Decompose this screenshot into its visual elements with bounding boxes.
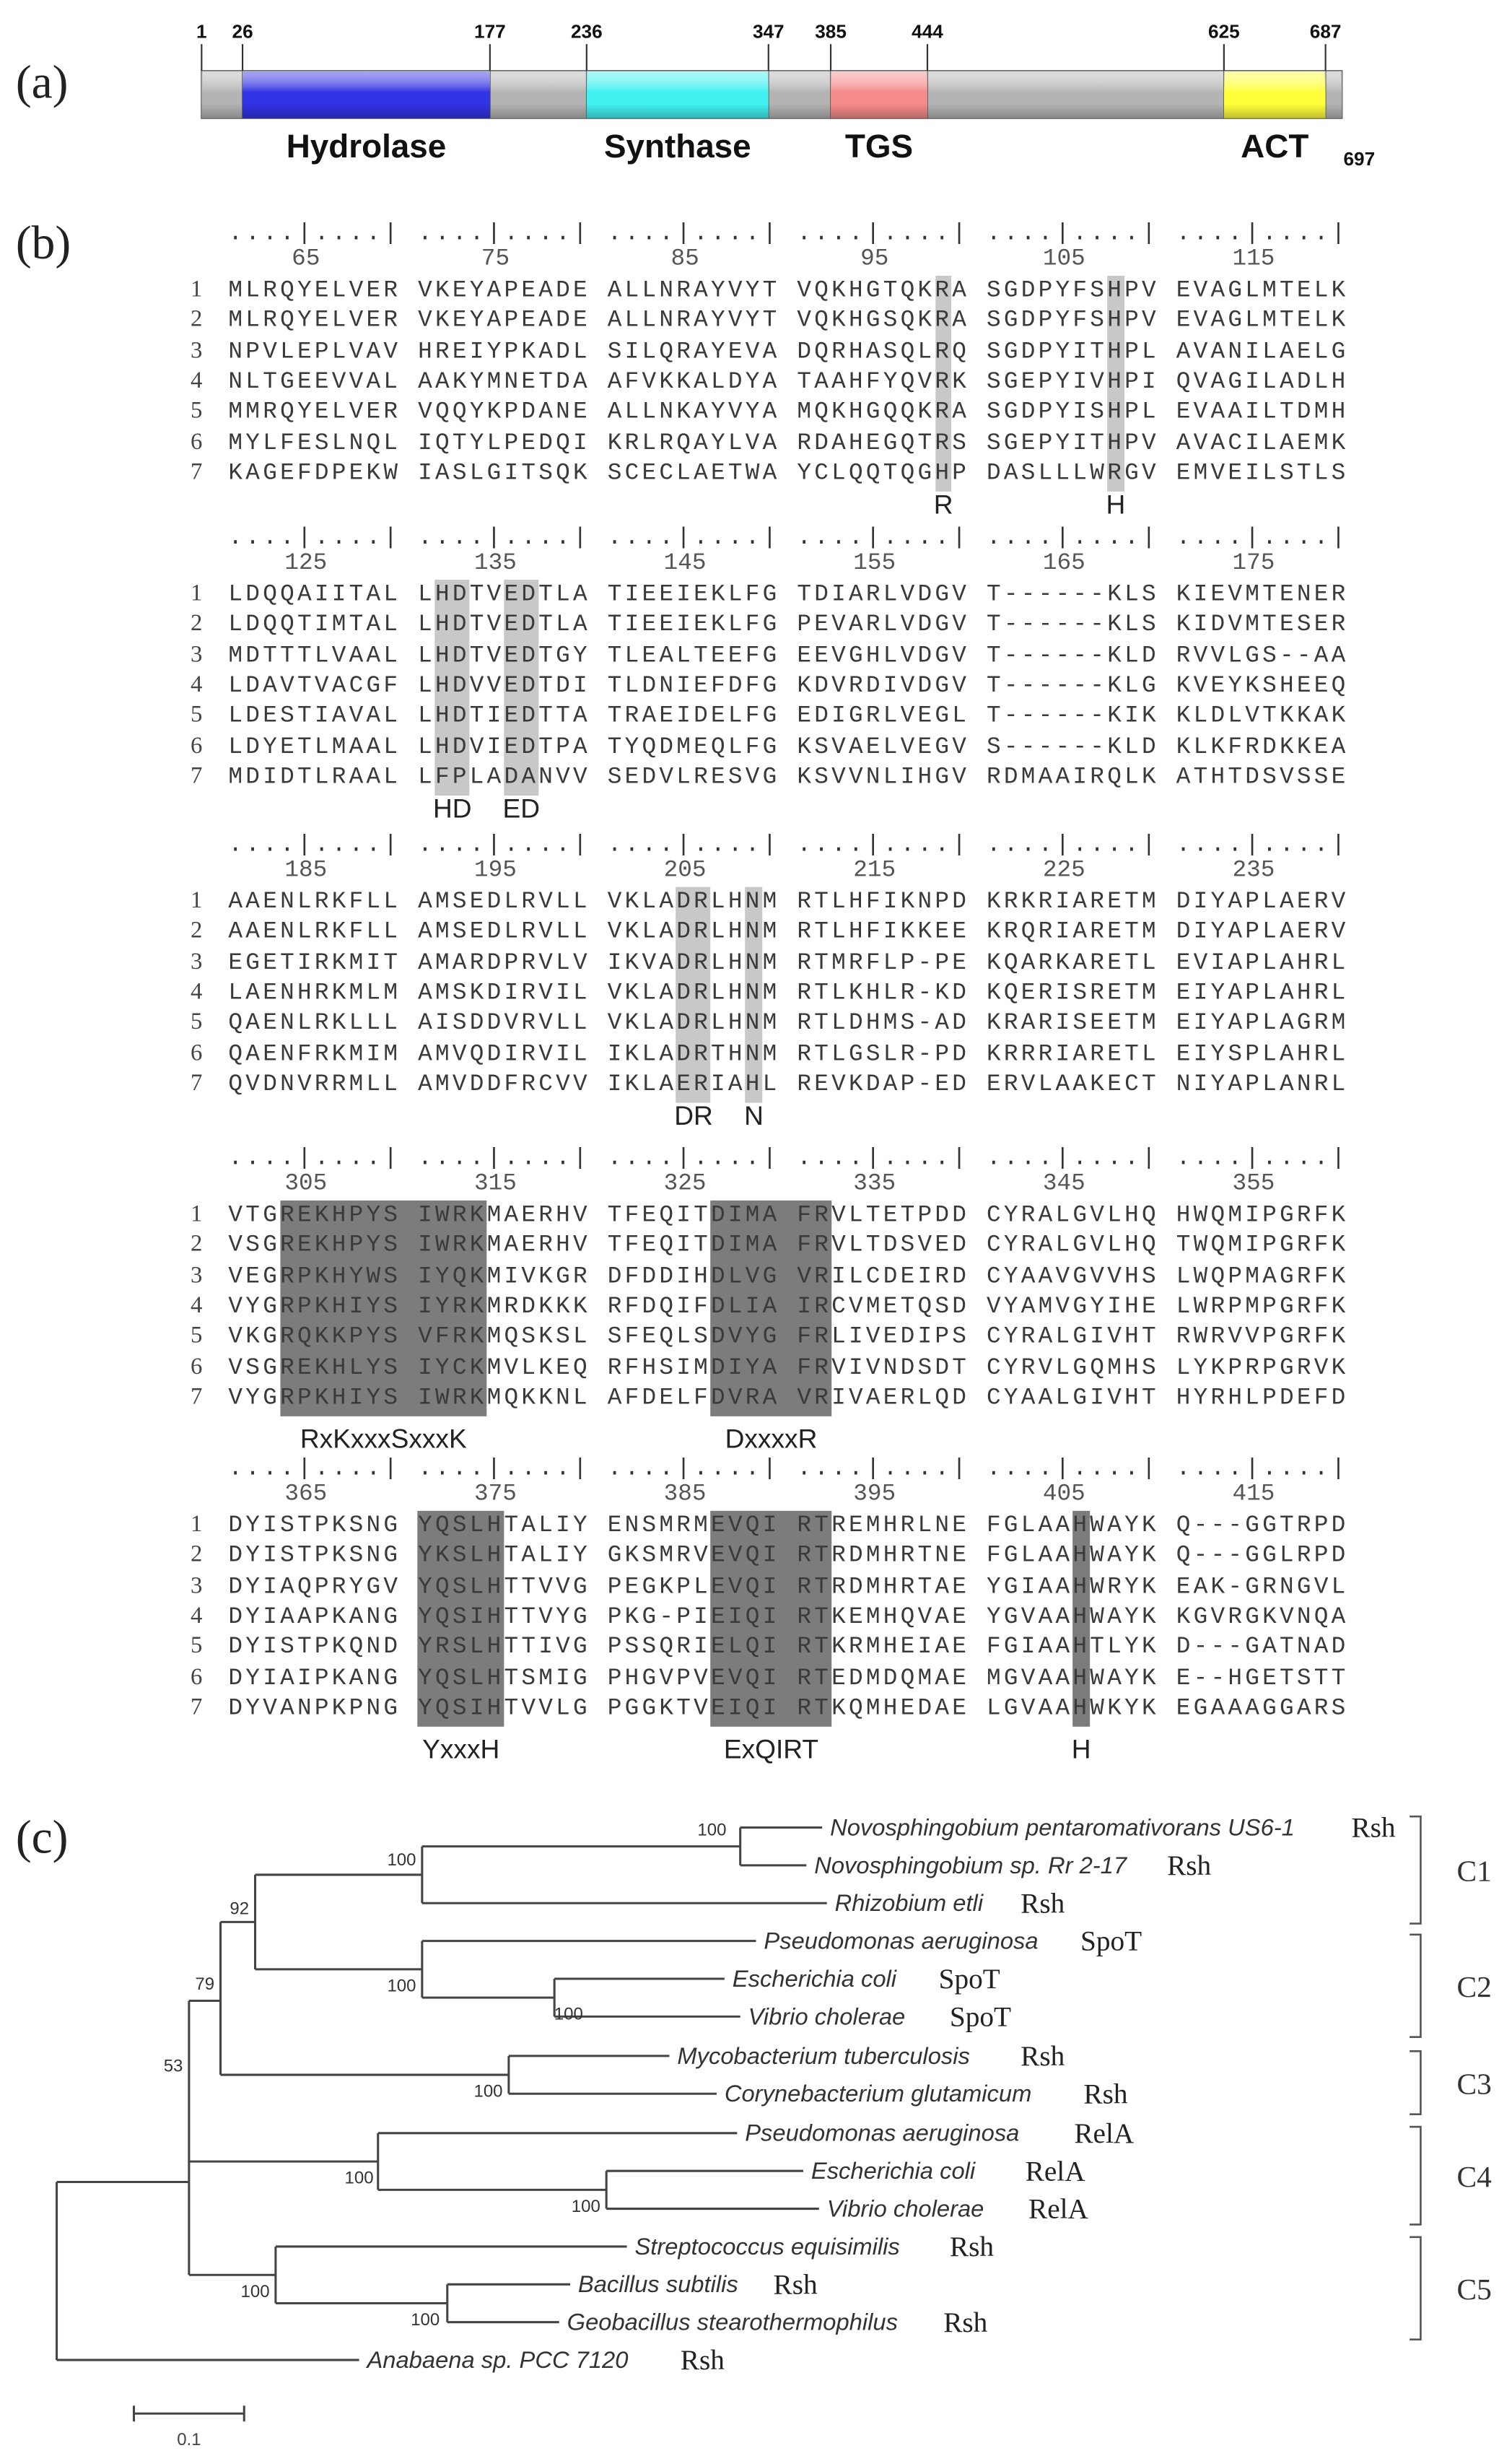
motif-label: R [933, 489, 953, 520]
bootstrap-value: 92 [230, 1899, 250, 1919]
bootstrap-value: 100 [554, 2004, 583, 2024]
domain-label: ACT [1241, 128, 1309, 165]
motif-label: RxKxxxSxxxK [300, 1424, 467, 1455]
position-number: 135 [473, 549, 517, 577]
sequence-row: DYIAAPKANG YQSIHTTVYG PKG-PIEIQI RTKEMHQVAE YGVAAHWAYK KGVRGKVNQA [228, 1603, 1349, 1631]
sequence-row-number: 5 [191, 1323, 203, 1349]
sequence-row: MLRQYELVER VKEYAPEADE ALLNRAYVYT VQKHGTQKRA SGDPYFSHPV EVAGLMTELK [228, 277, 1349, 305]
bootstrap-value: 100 [387, 1850, 416, 1870]
residue-tick-label: 347 [752, 20, 785, 43]
motif-label: DxxxxR [725, 1424, 818, 1455]
motif-label: N [744, 1101, 764, 1131]
sequence-row: DYVANPKPNG YQSIHTVVLG PGGKTVEIQI RTKQMHEDAE LGVAAHWKYK EGAAAGGARS [228, 1695, 1349, 1722]
bootstrap-value: 100 [387, 1976, 416, 1996]
sequence-row-number: 4 [191, 368, 203, 394]
position-number: 215 [853, 857, 896, 884]
species-name: Pseudomonas aeruginosa [764, 1927, 1039, 1954]
residue-tick-label: 625 [1208, 20, 1240, 43]
sequence-row: VKGRQKKPYS VFRKMQSKSL SFEQLSDVYG FRLIVEDIPS CYRALGIVHT RWRVVPGRFK [228, 1323, 1349, 1351]
clade-label: C1 [1456, 1854, 1492, 1888]
position-ruler: ....|....| ....|....| ....|....| ....|....| ....|....| ....|....| [228, 1145, 1349, 1172]
sequence-row: VSGREKHPYS IWRKMAERHV TFEQITDIMA FRVLTDSVED CYRALGVLHQ TWQMIPGRFK [228, 1232, 1349, 1260]
sequence-row: LDESTIAVAL LHDTIEDTTA TRAEIDELFG EDIGRLVEGL T------KIK KLDLVTKKAK [228, 703, 1349, 731]
gene-name: SpoT [938, 1964, 1000, 1995]
species-name: Streptococcus equisimilis [634, 2232, 900, 2260]
position-number: 405 [1042, 1481, 1085, 1508]
sequence-row: LDQQAIITAL LHDTVEDTLA TIEEIEKLFG TDIARLVDGV T------KLS KIEVMTENER [228, 581, 1349, 609]
motif-label: YxxxH [422, 1734, 500, 1765]
position-number: 85 [670, 245, 699, 273]
position-number: 305 [284, 1170, 328, 1198]
sequence-row-number: 6 [191, 1665, 203, 1691]
position-number: 315 [473, 1170, 517, 1198]
motif-label: DR [674, 1101, 713, 1131]
sequence-row-number: 3 [191, 1263, 203, 1289]
panel-label-a: (a) [15, 56, 69, 109]
residue-tick-label: 385 [815, 20, 847, 43]
clade-bracket [1410, 1935, 1420, 2037]
sequence-row-number: 5 [191, 398, 203, 424]
residue-tick-label: 236 [570, 20, 603, 43]
position-number: 165 [1042, 549, 1085, 577]
sequence-row-number: 7 [191, 1695, 203, 1721]
bootstrap-value: 79 [195, 1974, 215, 1995]
sequence-row: LDQQTIMTAL LHDTVEDTLA TIEEIEKLFG PEVARLVDGV T------KLS KIDVMTESER [228, 611, 1349, 639]
domain-label: Synthase [603, 128, 751, 165]
motif-label: HD [432, 793, 472, 824]
motif-label: ExQIRT [723, 1734, 819, 1765]
motif-label: ED [502, 793, 541, 824]
position-number: 375 [473, 1481, 517, 1508]
sequence-row-number: 4 [191, 1603, 203, 1629]
position-number: 175 [1232, 549, 1275, 577]
sequence-row-number: 6 [191, 1040, 203, 1066]
residue-tick-label: 444 [912, 20, 943, 43]
gene-name: RelA [1028, 2193, 1088, 2225]
sequence-row-number: 2 [191, 1543, 203, 1569]
sequence-row: AAENLRKFLL AMSEDLRVLL VKLADRLHNM RTLHFIKNPD KRKRIARETM DIYAPLAERV [228, 888, 1349, 915]
position-ruler: ....|....| ....|....| ....|....| ....|....| ....|....| ....|....| [228, 832, 1349, 859]
sequence-row: NPVLEPLVAV HREIYPKADL SILQRAYEVA DQRHASQLRQ SGDPYITHPL AVANILAELG [228, 338, 1349, 365]
sequence-row-number: 5 [191, 1634, 203, 1660]
position-number: 365 [284, 1481, 328, 1508]
sequence-row-number: 3 [191, 1573, 203, 1599]
position-number: 125 [284, 549, 328, 577]
residue-tick-label: 687 [1309, 20, 1342, 43]
bootstrap-value: 100 [411, 2310, 440, 2330]
sequence-row-number: 1 [191, 1512, 203, 1538]
sequence-row: VYGRPKHIYS IWRKMQKKNL AFDELFDVRA VRIVAERLQD CYAALGIVHT HYRHLPDEFD [228, 1385, 1349, 1412]
gene-name: Rsh [1083, 2078, 1128, 2110]
sequence-row: LAENHRKMLM AMSKDIRVIL VKLADRLHNM RTLKHLR-KD KQERISRETM EIYAPLAHRL [228, 980, 1349, 1007]
scale-bar [134, 2405, 244, 2421]
clade-bracket [1410, 1816, 1420, 1923]
species-name: Bacillus subtilis [577, 2270, 738, 2298]
sequence-row-number: 6 [191, 1354, 203, 1380]
sequence-row: DYISTPKSNG YQSLHTALIY ENSMRMEVQI RTREMHRLNE FGLAAHWAYK Q---GGTRPD [228, 1512, 1349, 1540]
sequence-row-number: 7 [191, 1071, 203, 1097]
gene-name: Rsh [1021, 2040, 1065, 2072]
position-number: 225 [1042, 857, 1085, 884]
position-number: 335 [853, 1170, 896, 1198]
sequence-row: MDIDTLRAAL LFPLADANVV SEDVLRESVG KSVVNLIHGV RDMAAIRQLK ATHTDSVSSE [228, 764, 1349, 791]
sequence-row-number: 2 [191, 1232, 203, 1258]
species-name: Escherichia coli [732, 1964, 897, 1992]
sequence-row: QVDNVRRMLL AMVDDFRCVV IKLAERIAHL REVKDAP-ED ERVLAAKECT NIYAPLANRL [228, 1071, 1349, 1099]
sequence-row-number: 4 [191, 672, 203, 698]
position-number: 65 [292, 245, 320, 273]
sequence-row-number: 7 [191, 460, 203, 486]
sequence-row-number: 1 [191, 277, 203, 303]
sequence-row-number: 3 [191, 642, 203, 668]
bootstrap-value: 53 [163, 2056, 183, 2076]
gene-name: Rsh [943, 2307, 988, 2338]
motif-label: H [1106, 489, 1126, 520]
sequence-row: VSGREKHLYS IYCKMVLKEQ RFHSIMDIYA FRVIVNDSDT CYRVLGQMHS LYKPRPGRVK [228, 1354, 1349, 1382]
protein-length-label: 697 [1343, 148, 1376, 170]
sequence-row: KAGEFDPEKW IASLGITSQK SCECLAETWA YCLQQTQGHP DASLLLWRGV EMVEILSTLS [228, 460, 1349, 487]
domain-label: TGS [844, 128, 914, 165]
sequence-row: DYISTPKSNG YKSLHTALIY GKSMRVEVQI RTRDMHRTNE FGLAAHWAYK Q---GGLRPD [228, 1543, 1349, 1570]
sequence-row: NLTGEEVVAL AAKYMNETDA AFVKKALDYA TAAHFYQVRK SGEPYIVHPI QVAGILADLH [228, 368, 1349, 396]
position-ruler: ....|....| ....|....| ....|....| ....|....| ....|....| ....|....| [228, 524, 1349, 552]
position-number: 235 [1232, 857, 1275, 884]
position-number: 155 [853, 549, 896, 577]
sequence-row: MLRQYELVER VKEYAPEADE ALLNRAYVYT VQKHGSQKRA SGDPYFSHPV EVAGLMTELK [228, 308, 1349, 335]
sequence-row: VEGRPKHYWS IYQKMIVKGR DFDDIHDLVG VRILCDEIRD CYAAVGVVHS LWQPMAGRFK [228, 1263, 1349, 1290]
sequence-row-number: 1 [191, 581, 203, 607]
species-name: Anabaena sp. PCC 7120 [367, 2345, 629, 2373]
panel-label-c: (c) [15, 1811, 69, 1864]
bootstrap-value: 100 [571, 2196, 600, 2216]
position-number: 115 [1232, 245, 1275, 273]
clade-bracket [1410, 2127, 1420, 2224]
position-ruler: ....|....| ....|....| ....|....| ....|....| ....|....| ....|....| [228, 220, 1349, 248]
clade-label: C4 [1456, 2160, 1492, 2194]
species-name: Escherichia coli [810, 2157, 976, 2185]
position-number: 95 [860, 245, 889, 273]
sequence-row: QAENFRKMIM AMVQDIRVIL IKLADRTHNM RTLGSLR-PD KRRRIARETL EIYSPLAHRL [228, 1040, 1349, 1068]
position-number: 385 [663, 1481, 707, 1508]
species-name: Pseudomonas aeruginosa [745, 2119, 1020, 2146]
sequence-row-number: 1 [191, 1202, 203, 1228]
sequence-row-number: 2 [191, 919, 203, 944]
position-number: 205 [663, 857, 707, 884]
position-number: 145 [663, 549, 707, 577]
sequence-row: VYGRPKHIYS IYRKMRDKKK RFDQIFDLIA IRCVMETQSD VYAMVGYIHE LWRPMPGRFK [228, 1293, 1349, 1320]
scale-bar-label: 0.1 [177, 2429, 201, 2449]
bootstrap-value: 100 [697, 1820, 727, 1840]
clade-bracket [1410, 2051, 1420, 2114]
panel-label-b: (b) [15, 217, 71, 270]
sequence-row-number: 7 [191, 1385, 203, 1411]
sequence-row-number: 5 [191, 1010, 203, 1036]
sequence-row: MMRQYELVER VQQYKPDANE ALLNKAYVYA MQKHGQQKRA SGDPYISHPL EVAAILTDMH [228, 398, 1349, 427]
residue-tick-label: 1 [196, 20, 207, 43]
motif-label: H [1071, 1734, 1091, 1765]
domain-label: Hydrolase [286, 128, 447, 165]
sequence-row-number: 6 [191, 430, 203, 456]
position-number: 325 [663, 1170, 707, 1198]
sequence-row: DYIAQPRYGV YQSLHTTVVG PEGKPLEVQI RTRDMHRTAE YGIAAHWRYK EAK-GRNGVL [228, 1573, 1349, 1600]
gene-name: RelA [1074, 2117, 1135, 2149]
sequence-row: EGETIRKMIT AMARDPRVLV IKVADRLHNM RTMRFLP-PE KQARKARETL EVIAPLAHRL [228, 949, 1349, 977]
species-name: Vibrio cholerae [826, 2195, 984, 2222]
species-name: Geobacillus stearothermophilus [567, 2308, 898, 2335]
position-number: 415 [1232, 1481, 1275, 1508]
gene-name: Rsh [1021, 1888, 1065, 1920]
sequence-row: LDAVTVACGF LHDVVEDTDI TLDNIEFDFG KDVRDIVDGV T------KLG KVEYKSHEEQ [228, 672, 1349, 700]
clade-label: C5 [1456, 2273, 1492, 2307]
bootstrap-value: 100 [240, 2281, 270, 2301]
sequence-row-number: 5 [191, 703, 203, 729]
sequence-row-number: 7 [191, 764, 203, 790]
position-number: 355 [1232, 1170, 1275, 1198]
species-name: Corynebacterium glutamicum [724, 2080, 1032, 2107]
sequence-row: MYLFESLNQL IQTYLPEDQI KRLRQAYLVA RDAHEGQTRS SGEPYITHPV AVACILAEMK [228, 430, 1349, 457]
sequence-row-number: 1 [191, 888, 203, 914]
sequence-row: DYISTPKQND YRSLHTTIVG PSSQRIELQI RTKRMHEIAE FGIAAHTLYK D---GATNAD [228, 1634, 1349, 1661]
sequence-row: QAENLRKLLL AISDDVRVLL VKLADRLHNM RTLDHMS-AD KRARISEETM EIYAPLAGRM [228, 1010, 1349, 1037]
sequence-row: VTGREKHPYS IWRKMAERHV TFEQITDIMA FRVLTETPDD CYRALGVLHQ HWQMIPGRFK [228, 1202, 1349, 1229]
gene-name: SpoT [949, 2001, 1012, 2033]
gene-name: Rsh [1167, 1850, 1212, 1881]
residue-tick-label: 26 [232, 20, 253, 43]
position-number: 75 [481, 245, 510, 273]
sequence-row-number: 3 [191, 949, 203, 975]
sequence-row: DYIAIPKANG YQSLHTSMIG PHGVPVEVQI RTEDMDQMAE MGVAAHWAYK E--HGETSTT [228, 1665, 1349, 1692]
sequence-row-number: 4 [191, 980, 203, 1006]
position-number: 105 [1042, 245, 1085, 273]
position-number: 185 [284, 857, 328, 884]
sequence-row-number: 3 [191, 338, 203, 364]
sequence-row-number: 4 [191, 1293, 203, 1319]
position-number: 195 [473, 857, 517, 884]
clade-label: C2 [1456, 1970, 1492, 2004]
gene-name: Rsh [949, 2231, 995, 2263]
position-ruler: ....|....| ....|....| ....|....| ....|....| ....|....| ....|....| [228, 1455, 1349, 1483]
sequence-row: LDYETLMAAL LHDVIEDTPA TYQDMEQLFG KSVAELVEGV S------KLD KLKFRDKKEA [228, 733, 1349, 761]
gene-name: RelA [1025, 2156, 1085, 2187]
species-name: Rhizobium etli [834, 1889, 984, 1917]
gene-name: SpoT [1080, 1925, 1142, 1957]
residue-tick-label: 177 [474, 20, 506, 43]
species-name: Mycobacterium tuberculosis [677, 2042, 970, 2069]
sequence-row: MDTTTLVAAL LHDTVEDTGY TLEALTEEFG EEVGHLVDGV T------KLD RVVLGS--AA [228, 642, 1349, 669]
bootstrap-value: 100 [344, 2168, 374, 2188]
species-name: Vibrio cholerae [748, 2003, 906, 2030]
gene-name: Rsh [1351, 1812, 1396, 1844]
bootstrap-value: 100 [473, 2081, 503, 2101]
gene-name: Rsh [773, 2269, 818, 2301]
position-number: 395 [853, 1481, 896, 1508]
gene-name: Rsh [680, 2345, 725, 2377]
position-number: 345 [1042, 1170, 1085, 1198]
clade-label: C3 [1456, 2067, 1492, 2101]
sequence-row-number: 2 [191, 308, 203, 334]
species-name: Novosphingobium sp. Rr 2-17 [814, 1851, 1127, 1878]
sequence-row: AAENLRKFLL AMSEDLRVLL VKLADRLHNM RTLHFIKKEE KRQRIARETM DIYAPLAERV [228, 919, 1349, 946]
species-name: Novosphingobium pentaromativorans US6-1 [830, 1813, 1295, 1841]
sequence-row-number: 6 [191, 733, 203, 759]
clade-bracket [1410, 2237, 1420, 2340]
sequence-row-number: 2 [191, 611, 203, 637]
